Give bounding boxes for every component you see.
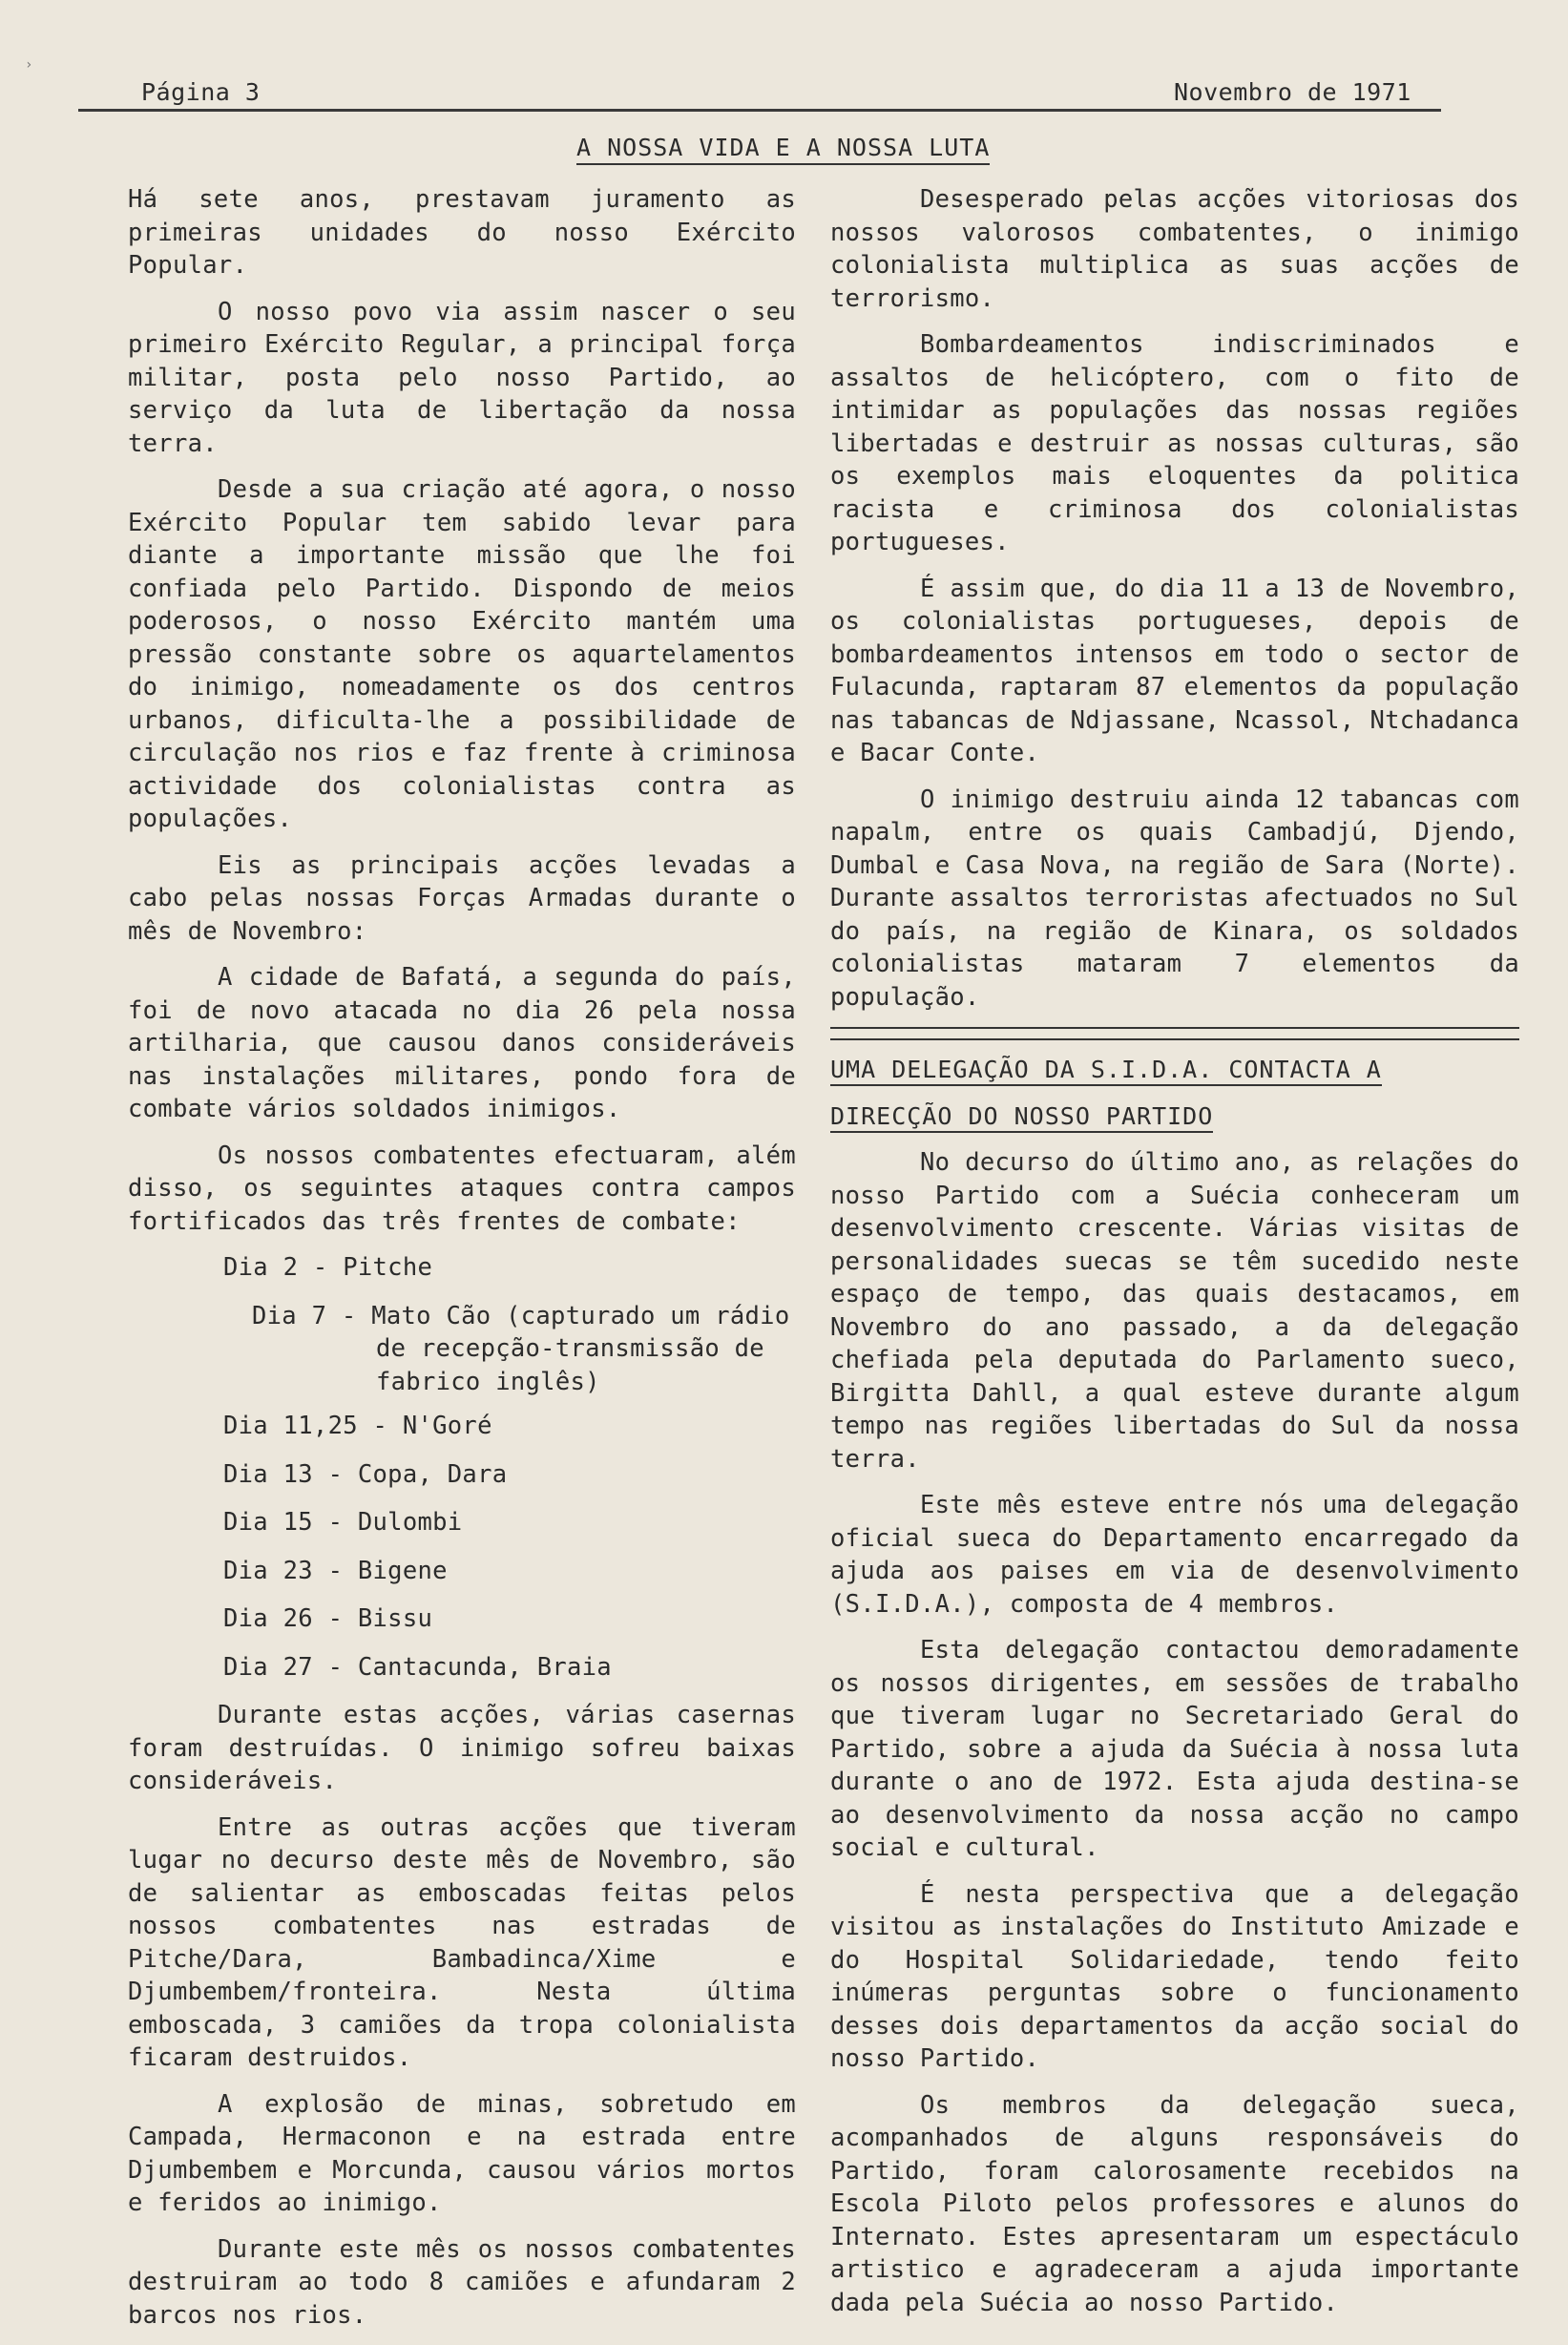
section-title-text: DIRECÇÃO DO NOSSO PARTIDO	[830, 1102, 1213, 1133]
paragraph: Durante estas acções, várias casernas foram destruídas. O inimigo sofreu baixas consideráveis.	[128, 1701, 796, 1795]
paragraph: Há sete anos, prestavam juramento as primeiras unidades do nosso Exército Popular.	[128, 185, 796, 280]
list-item: Dia 2 - Pitche	[223, 1253, 433, 1282]
paragraph: Desesperado pelas acções vitoriosas dos nossos valorosos combatentes, o inimigo colonialista multiplica as suas acções de terrorismo.	[830, 185, 1519, 313]
list-item: Dia 27 - Cantacunda, Braia	[223, 1652, 612, 1682]
paragraph: Durante este mês os nossos combatentes destruiram ao todo 8 camiões e afundaram 2 barcos nos rios.	[128, 2234, 796, 2330]
paragraph: Os nossos combatentes efectuaram, além disso, os seguintes ataques contra campos fortificados das três frentes de combate:	[128, 1141, 796, 1236]
attack-list	[128, 1251, 796, 1684]
paragraph: O inimigo destruiu ainda 12 tabancas com napalm, entre os quais Cambadjú, Djendo, Dumbal e Casa Nova, na região de Sara (Norte). Durante assaltos terroristas afectuados no Sul do país, na região de Kinara, os soldados colonialistas mataram 7 elementos da população.	[830, 785, 1519, 1012]
list-item: Dia 7 - Mato Cão (capturado um rádio de recepção-transmissão de fabrico inglês)	[252, 1301, 790, 1396]
paragraph: Os membros da delegação sueca, acompanhados de alguns responsáveis do Partido, foram calorosamente recebidos na Escola Piloto pelos professores e alunos do Internato. Estes apresentaram um espectáculo artistico e agradeceram a ajuda importante dada pela Suécia ao nosso Partido.	[830, 2090, 1519, 2317]
list-item: Dia 11,25 - N'Goré	[223, 1412, 492, 1440]
paragraph: Este mês esteve entre nós uma delegação oficial sueca do Departamento encarregado da ajuda aos paises em via de desenvolvimento (S.I.D.A.), composta de 4 membros.	[830, 1491, 1519, 1619]
paragraph: Entre as outras acções que tiveram lugar no decurso deste mês de Novembro, são de salientar as emboscadas feitas pelos nossos combatentes nas estradas de Pitche/Dara, Bambadinca/Xime e Djumbembem/fronteira. Nesta última emboscada, 3 camiões da tropa colonialista ficaram destruidos.	[128, 1812, 796, 2072]
paragraph: É assim que, do dia 11 a 13 de Novembro, os colonialistas portugueses, depois de bombardeamentos intensos em todo o sector de Fulacunda, raptaram 87 elementos da população nas tabancas de Ndjassane, Ncassol, Ntchadanca e Bacar Conte.	[830, 574, 1519, 767]
header-divider	[78, 109, 1441, 112]
paragraph: Eis as principais acções levadas a cabo pelas nossas Forças Armadas durante o mês de Novembro:	[128, 850, 796, 946]
article-title: A NOSSA VIDA E A NOSSA LUTA	[576, 134, 990, 165]
list-item: Dia 15 - Dulombi	[223, 1508, 463, 1537]
paragraph: A cidade de Bafatá, a segunda do país, foi de novo atacada no dia 26 pela nossa artilharia, que causou danos consideráveis nas instalações militares, pondo fora de combate vários soldados inimigos.	[128, 963, 796, 1123]
section-title-line-2	[830, 1100, 1519, 1134]
section-divider	[830, 1027, 1519, 1040]
paragraph: Desde a sua criação até agora, o nosso Exército Popular tem sabido levar para diante a importante missão que lhe foi confiada pelo Partido. Dispondo de meios poderosos, o nosso Exército mantém uma pressão constante sobre os aquartelamentos do inimigo, nomeadamente os dos centros urbanos, dificulta-lhe a possibilidade de circulação nos rios e faz frente à criminosa actividade dos colonialistas contra as populações.	[128, 475, 796, 833]
paragraph: É nesta perspectiva que a delegação visitou as instalações do Instituto Amizade e do Hospital Solidariedade, tendo feito inúmeras perguntas sobre o funcionamento desses dois departamentos da acção social do nosso Partido.	[830, 1879, 1519, 2073]
section-title-line-1	[830, 1054, 1519, 1087]
paragraph: Bombardeamentos indiscriminados e assaltos de helicóptero, com o fito de intimidar as populações das nossas regiões libertadas e destruir as nossas culturas, são os exemplos mais eloquentes da politica racista e criminosa dos colonialistas portugueses.	[830, 330, 1519, 556]
paragraph: O nosso povo via assim nascer o seu primeiro Exército Regular, a principal força militar, posta pelo nosso Partido, ao serviço da luta de libertação da nossa terra.	[128, 297, 796, 458]
margin-mark: ›	[25, 57, 33, 73]
list-item: Dia 23 - Bigene	[223, 1556, 448, 1585]
list-item: Dia 26 - Bissu	[223, 1604, 433, 1633]
section-title-text: UMA DELEGAÇÃO DA S.I.D.A. CONTACTA A	[830, 1056, 1382, 1086]
left-column	[128, 183, 796, 2345]
list-item: Dia 13 - Copa, Dara	[223, 1459, 508, 1489]
page-number: Página 3	[141, 78, 261, 106]
paragraph: No decurso do último ano, as relações do nosso Partido com a Suécia conheceram um desenvolvimento crescente. Várias visitas de personalidades suecas se têm sucedido neste espaço de tempo, das quais destacamos, em Novembro do ano passado, a da delegação chefiada pela deputada do Parlamento sueco, Birgitta Dahll, a qual esteve durante algum tempo nas regiões libertadas do Sul da nossa terra.	[830, 1148, 1519, 1474]
issue-date: Novembro de 1971	[1174, 78, 1411, 106]
paragraph: Esta delegação contactou demoradamente os nossos dirigentes, em sessões de trabalho que tiveram lugar no Secretariado Geral do Partido, sobre a ajuda da Suécia à nossa luta durante o ano de 1972. Esta ajuda destina-se ao desenvolvimento da nossa acção no campo social e cultural.	[830, 1636, 1519, 1862]
paragraph: A explosão de minas, sobretudo em Campada, Hermaconon e na estrada entre Djumbembem e Morcunda, causou vários mortos e feridos ao inimigo.	[128, 2089, 796, 2217]
right-column	[830, 183, 1519, 2333]
